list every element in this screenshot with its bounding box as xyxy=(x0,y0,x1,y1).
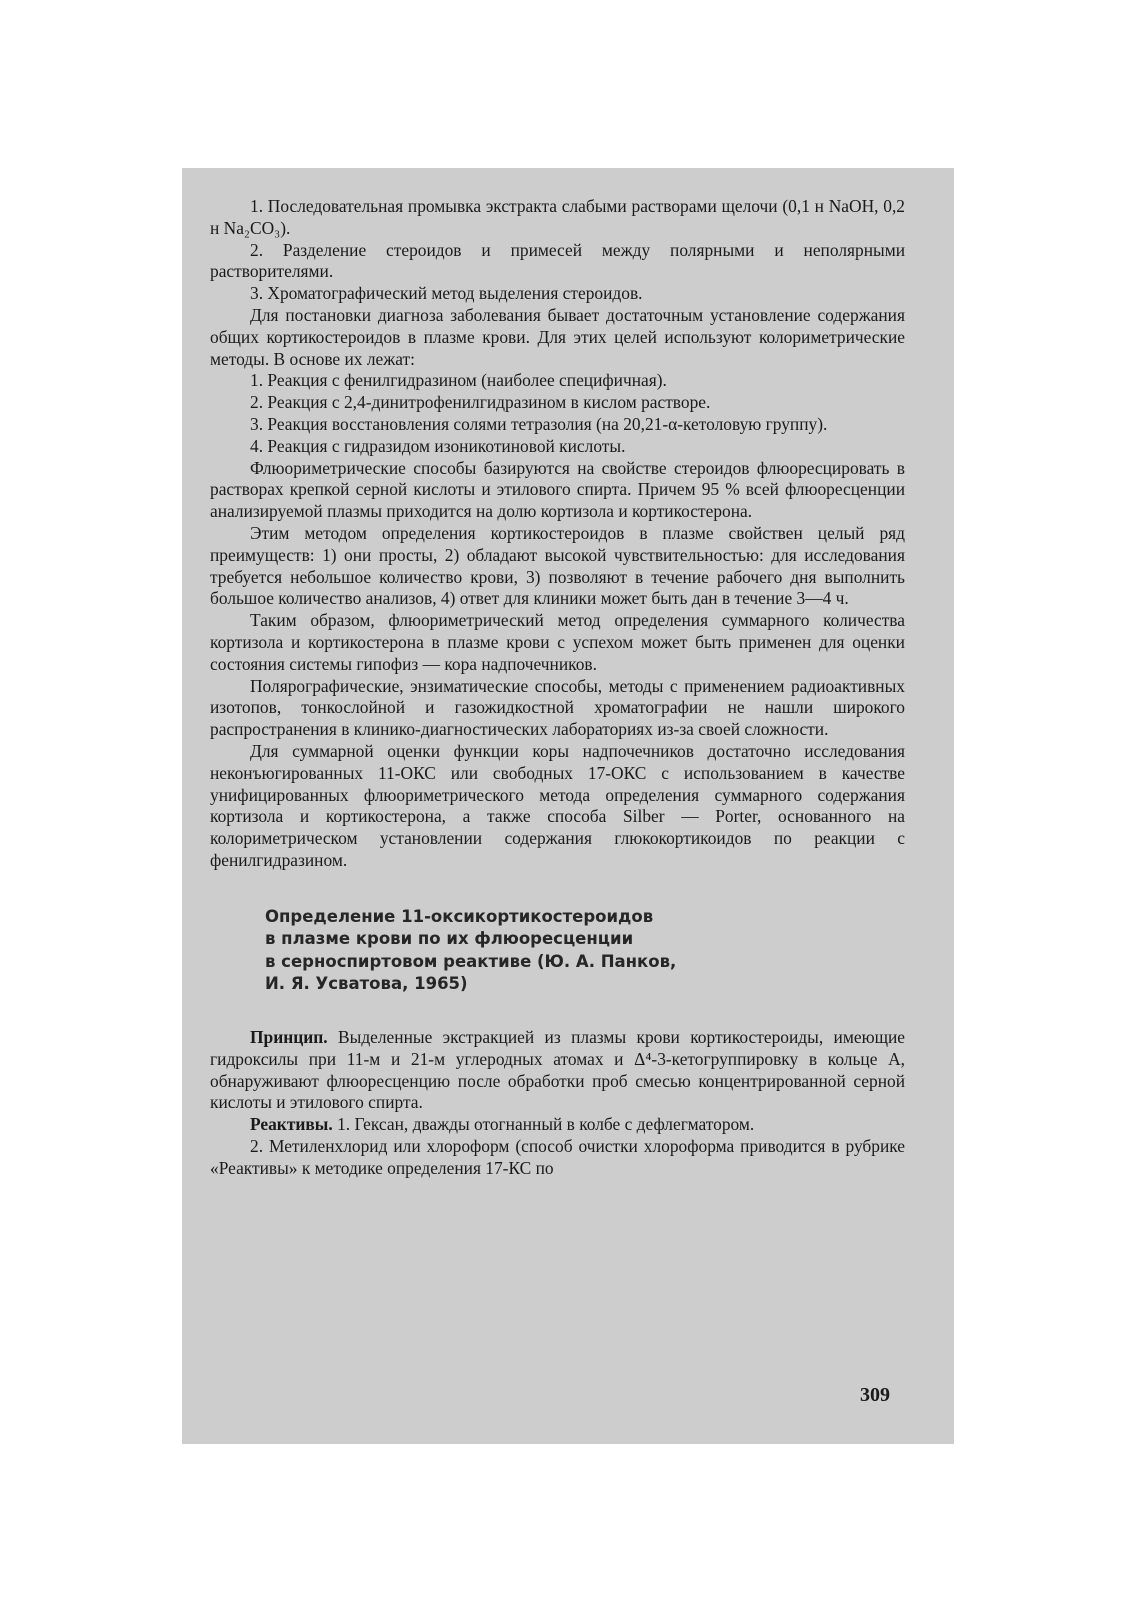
list-item: 3. Хроматографический метод выделения стероидов. xyxy=(250,283,643,304)
paragraph: Флюориметрические способы базируются на свойстве стероидов флюоресцировать в растворах крепкой серной кислоты и этилового спирта. Причем 95 % всей флюоресценции анализируемой плазмы приходится на долю кортизола и кортикостерона. xyxy=(210,457,905,522)
heading-line: в серноспиртовом реактиве (Ю. А. Панков, xyxy=(265,951,677,971)
page-number: 309 xyxy=(860,1384,890,1406)
heading-line: Определение 11-оксикортикостероидов xyxy=(265,906,654,926)
principle-text: Выделенные экстракцией из плазмы крови кортикостероиды, имеющие гидроксилы при 11-м и 21-м углеродных атомах и Δ⁴-3-кетогруппировку в кольце А, обнаруживают флюоресценцию после обработки проб смесью концентрированной серной кислоты и этилового спирта. xyxy=(210,1027,905,1113)
reagents-paragraph xyxy=(210,1114,905,1136)
paragraph: Полярографические, энзиматические способы, методы с применением радиоактивных изотопов, тонкослойной и газожидкостной хроматографии не нашли широкого распространения в клинико-диагностических лабораториях из-за своей сложности. xyxy=(210,675,905,740)
list-item: 3. Реакция восстановления солями тетразолия (на 20,21-α-кетоловую группу). xyxy=(250,413,828,434)
paragraph: Таким образом, флюориметрический метод определения суммарного количества кортизола и кортикостерона в плазме крови с успехом может быть применен для оценки состояния системы гипофиз — кора надпочечников. xyxy=(210,610,905,674)
reagents-text: 1. Гексан, дважды отогнанный в колбе с дефлегматором. xyxy=(332,1114,755,1135)
paragraph: Для постановки диагноза заболевания бывает достаточным установление содержания общих кортикостероидов в плазме крови. Для этих целей используют колориметрические методы. В основе их лежат: xyxy=(210,304,905,369)
principle-label: Принцип. xyxy=(250,1027,328,1048)
list-item: 1. Реакция с фенилгидразином (наиболее специфичная). xyxy=(250,370,667,391)
heading-line: И. Я. Усватова, 1965) xyxy=(265,974,468,994)
principle-paragraph xyxy=(210,1027,905,1114)
section-heading xyxy=(265,906,905,996)
list-item: 2. Реакция с 2,4-динитрофенилгидразином в кислом растворе. xyxy=(250,392,711,413)
list-item: 2. Разделение стероидов и примесей между полярными и неполярными растворителями. xyxy=(210,239,905,282)
list-item: 4. Реакция с гидразидом изоникотиновой кислоты. xyxy=(250,435,626,456)
page-body xyxy=(210,196,905,1180)
paragraph: Для суммарной оценки функции коры надпочечников достаточно исследования неконъюгированных 11-ОКС или свободных 17-ОКС с использованием в качестве унифицированных флюориметрического метода определения суммарного содержания кортизола и кортикостерона, а также способа Silber — Porter, основанного на колориметрическом установлении содержания глюкокортикоидов по реакции с фенилгидразином. xyxy=(210,740,905,870)
list-item: 1. Последовательная промывка экстракта слабыми растворами щелочи (0,1 н NaOH, 0,2 н Na₂CO₃). xyxy=(210,196,905,238)
heading-line: в плазме крови по их флюоресценции xyxy=(265,929,634,949)
reagents-item-2: 2. Метиленхлорид или хлороформ (способ очистки хлороформа приводится в рубрике «Реактивы» к методике определения 17-КС по xyxy=(210,1136,905,1178)
list-2 xyxy=(210,370,905,457)
reagents-label: Реактивы. xyxy=(250,1114,333,1135)
paragraph: Этим методом определения кортикостероидов в плазме свойствен целый ряд преимуществ: 1) они просты, 2) обладают высокой чувствительностью: для исследования требуется небольшое количество крови, 3) позволяют в течение рабочего дня выполнить большое количество анализов, 4) ответ для клиники может быть дан в течение 3—4 ч. xyxy=(210,522,905,609)
list-1 xyxy=(210,196,905,305)
